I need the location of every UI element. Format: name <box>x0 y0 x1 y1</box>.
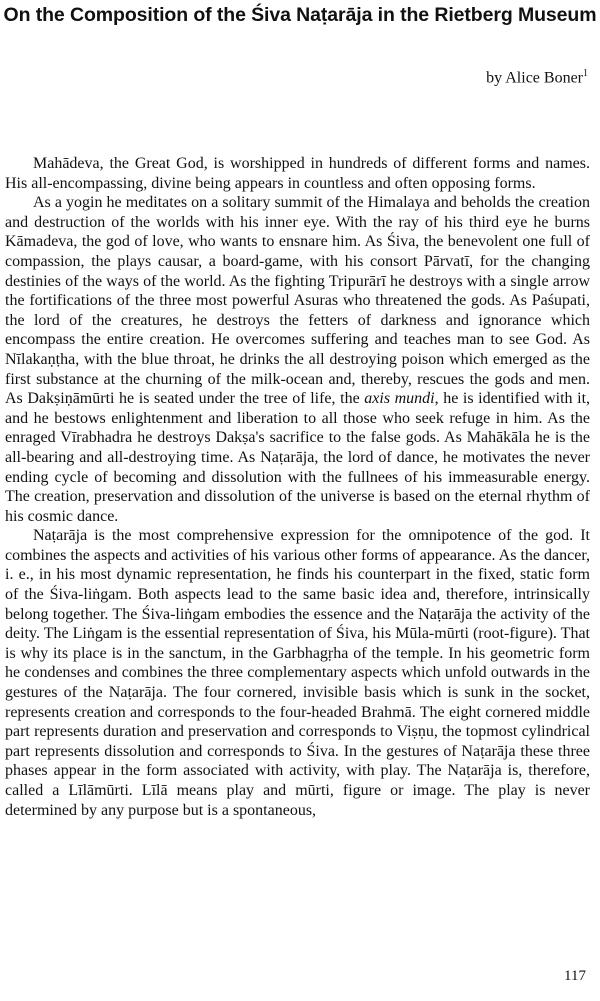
italic-term: axis mundi <box>364 390 435 408</box>
footnote-mark: 1 <box>583 68 588 79</box>
article-title: On the Composition of the Śiva Naṭarāja in the Rietberg Museum <box>3 4 597 26</box>
page-number: 117 <box>564 968 586 984</box>
paragraph-1: Mahādeva, the Great God, is worshipped in hundreds of different forms and names. His all-encompassing, divine being appears in countless and often opposing forms. <box>5 155 590 192</box>
paragraph-2: As a yogin he meditates on a solitary summit of the Himalaya and beholds the creation and destruction of the worlds with his inner eye. With the ray of his third eye he burns Kāmadeva, the god of love, who wants to ensnare him. As Śiva, the benevolent one full of compassion, the plays causar, a board-game, with his consort Pārvatī, for the changing destinies of the ways of the world. As the fighting Tripurārī he destroys with a single arrow the fortifications of the three most powerful Asuras who threatened the gods. As Paśupati, the lord of the creatures, he destroys the fetters of darkness and ignorance which encompass the entire creation. He overcomes suffering and teaches man to see God. As Nīlakaṇṭha, with the blue throat, he drinks the all destroying poison which emerged as the first substance at the churning of the milk-ocean and, thereby, rescues the gods and men. As Dakṣiṇāmūrti he is seated under the tree of life, the axis mundi, he is identified with it, and he bestows enlightenment and liberation to all those who seek refuge in him. As the enraged Vīrabhadra he destroys Dakṣa's sacrifice to the false gods. As Mahākāla he is the all-bearing and all-destroying time. As Naṭarāja, the lord of dance, he motivates the never ending cycle of becoming and dissolution with the fullnees of his immeasurable energy. The creation, preservation and dissolution of the universe is based on the eternal rhythm of his cosmic dance. <box>5 194 591 525</box>
paragraph-3: Naṭarāja is the most comprehensive expression for the omnipotence of the god. It combines the aspects and activities of his various other forms of appearance. As the dancer, i. e., in his most dynamic representation, he finds his counterpart in the fixed, static form of the Śiva-liṅgam. Both aspects lead to the same basic idea and, therefore, intrinsically belong together. The Śiva-liṅgam embodies the essence and the Naṭarāja the activity of the deity. The Liṅgam is the essential representation of Śiva, his Mūla-mūrti (root-figure). That is why its place is in the sanctum, in the Garbhagṛha of the temple. In his geometric form he condenses and combines the three complementary aspects which unfold outwards in the gestures of the Naṭarāja. The four cornered, invisible basis which is sunk in the socket, represents creation and corresponds to the four-headed Brahmā. The eight cornered middle part represents duration and preservation and corresponds to Viṣṇu, the topmost cylindrical part represents dissolution and corresponds to Śiva. In the gestures of Naṭarāja these three phases appear in the form associated with activity, with play. The Naṭarāja is, therefore, called a Līlāmūrti. Līlā means play and mūrti, figure or image. The play is never determined by any purpose but is a spontaneous, <box>5 527 590 819</box>
article-body <box>5 154 590 820</box>
author-name: by Alice Boner <box>486 69 583 87</box>
author-byline <box>486 68 588 87</box>
